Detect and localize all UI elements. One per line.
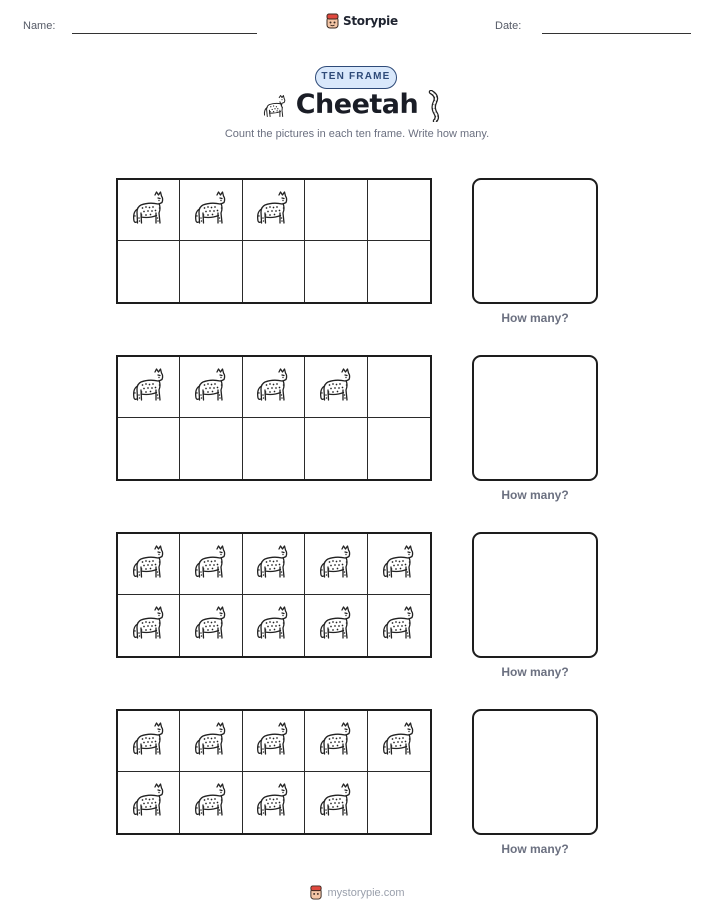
ten-frame-cell xyxy=(368,241,430,302)
ten-frame-cell xyxy=(305,357,367,418)
ten-frame-cell xyxy=(368,534,430,595)
ten-frame-cell xyxy=(243,418,305,479)
ten-frame-cell xyxy=(368,357,430,418)
ten-frame-cell xyxy=(368,180,430,241)
brand-logo xyxy=(325,13,398,29)
ten-frame-cell xyxy=(180,418,242,479)
cheetah-icon xyxy=(253,780,293,825)
ten-frame-cell xyxy=(180,711,242,772)
ten-frame-2 xyxy=(116,355,432,481)
cheetah-icon xyxy=(379,542,419,587)
ten-frame-cell xyxy=(180,772,242,833)
answer-box-3[interactable] xyxy=(472,532,598,658)
cheetah-icon xyxy=(129,603,169,648)
ten-frame-cell xyxy=(118,241,180,302)
answer-box-2[interactable] xyxy=(472,355,598,481)
ten-frame-cell xyxy=(305,241,367,302)
cheetah-icon xyxy=(191,188,231,233)
footer-url[interactable]: mystorypie.com xyxy=(327,886,405,899)
title-row xyxy=(0,88,714,128)
ten-frame-cell xyxy=(368,711,430,772)
ten-frame-cell xyxy=(118,772,180,833)
ten-frame-cell xyxy=(305,711,367,772)
cheetah-icon xyxy=(129,719,169,764)
cheetah-icon xyxy=(253,365,293,410)
cheetah-icon xyxy=(129,188,169,233)
ten-frame-cell xyxy=(305,180,367,241)
ten-frame-cell xyxy=(118,418,180,479)
ten-frame-cell xyxy=(243,595,305,656)
cheetah-icon xyxy=(129,542,169,587)
how-many-label-4: How many? xyxy=(501,842,569,856)
ten-frame-cell xyxy=(118,180,180,241)
cheetah-icon xyxy=(191,542,231,587)
brand-name: Storypie xyxy=(343,14,398,28)
cheetah-icon xyxy=(191,365,231,410)
instructions: Count the pictures in each ten frame. Write how many. xyxy=(224,128,490,140)
ten-frame-3 xyxy=(116,532,432,658)
cheetah-icon xyxy=(191,603,231,648)
date-label: Date: xyxy=(495,20,522,32)
worksheet-type-badge: TEN FRAME xyxy=(315,66,397,89)
ten-frame-cell xyxy=(243,357,305,418)
name-label: Name: xyxy=(23,20,56,32)
cheetah-icon xyxy=(191,780,231,825)
ten-frame-cell xyxy=(180,241,242,302)
ten-frame-cell xyxy=(118,595,180,656)
cheetah-tail-icon xyxy=(426,90,442,127)
cheetah-icon xyxy=(379,719,419,764)
storypie-mascot-icon xyxy=(309,885,323,900)
ten-frame-cell xyxy=(305,595,367,656)
ten-frame-4 xyxy=(116,709,432,835)
cheetah-icon xyxy=(316,542,356,587)
ten-frame-cell xyxy=(305,418,367,479)
cheetah-icon xyxy=(253,603,293,648)
cheetah-icon xyxy=(253,719,293,764)
answer-box-1[interactable] xyxy=(472,178,598,304)
cheetah-icon xyxy=(379,603,419,648)
how-many-label-1: How many? xyxy=(501,311,569,325)
ten-frame-cell xyxy=(243,534,305,595)
ten-frame-cell xyxy=(243,711,305,772)
answer-box-4[interactable] xyxy=(472,709,598,835)
cheetah-icon xyxy=(191,719,231,764)
ten-frame-cell xyxy=(368,418,430,479)
ten-frame-cell xyxy=(118,711,180,772)
cheetah-icon xyxy=(253,188,293,233)
ten-frame-cell xyxy=(180,180,242,241)
page-title: Cheetah xyxy=(295,89,419,120)
storypie-mascot-icon xyxy=(325,13,340,29)
ten-frame-cell xyxy=(118,534,180,595)
cheetah-icon xyxy=(316,719,356,764)
date-line[interactable] xyxy=(542,33,691,34)
how-many-label-2: How many? xyxy=(501,488,569,502)
ten-frame-cell xyxy=(180,595,242,656)
ten-frame-cell xyxy=(243,241,305,302)
ten-frame-cell xyxy=(243,772,305,833)
ten-frame-cell xyxy=(368,772,430,833)
cheetah-icon xyxy=(253,542,293,587)
name-line[interactable] xyxy=(72,33,257,34)
ten-frame-cell xyxy=(305,772,367,833)
how-many-label-3: How many? xyxy=(501,665,569,679)
ten-frame-cell xyxy=(118,357,180,418)
ten-frame-cell xyxy=(180,534,242,595)
footer xyxy=(0,885,714,900)
cheetah-icon xyxy=(129,780,169,825)
ten-frame-cell xyxy=(243,180,305,241)
ten-frame-cell xyxy=(368,595,430,656)
cheetah-icon xyxy=(316,603,356,648)
ten-frame-cell xyxy=(305,534,367,595)
ten-frame-cell xyxy=(180,357,242,418)
cheetah-icon xyxy=(316,365,356,410)
cheetah-icon xyxy=(316,780,356,825)
cheetah-icon xyxy=(129,365,169,410)
ten-frame-1 xyxy=(116,178,432,304)
